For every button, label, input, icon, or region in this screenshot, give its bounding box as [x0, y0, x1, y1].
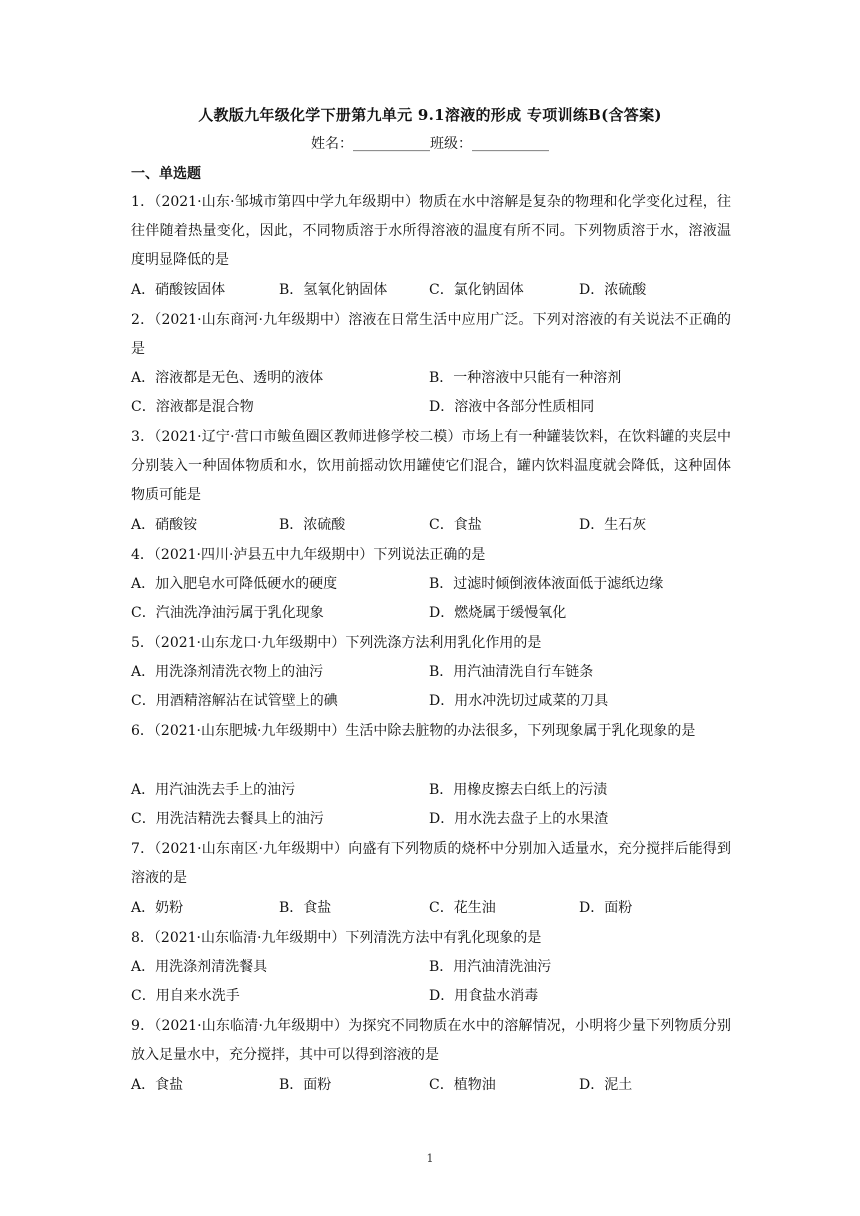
- option-b: B．用汽油清洗油污: [429, 959, 552, 975]
- section-heading: 一、单选题: [131, 166, 201, 182]
- question-7-options: [131, 894, 731, 923]
- option-a: A．奶粉: [131, 900, 184, 916]
- question-1-stem: 1．（2021·山东·邹城市第四中学九年级期中）物质在水中溶解是复杂的物理和化学变化过程，往往伴随着热量变化，因此，不同物质溶于水所得溶液的温度有所不同。下列物质溶于水，溶液温度明显降低的是: [131, 194, 731, 268]
- question-9-options: [131, 1071, 731, 1100]
- option-a: A．用汽油洗去手上的油污: [131, 782, 296, 798]
- option-c: C．溶液都是混合物: [131, 399, 254, 415]
- page-number: 1: [426, 1152, 434, 1165]
- document-title: 人教版九年级化学下册第九单元 9.1溶液的形成 专项训练B(含答案): [198, 106, 662, 124]
- option-b: B．过滤时倾倒液体液面低于滤纸边缘: [429, 576, 664, 592]
- question-2-options-row1: [131, 364, 731, 393]
- option-d: D．燃烧属于缓慢氧化: [429, 605, 567, 621]
- question-7-stem: 7．（2021·山东南区·九年级期中）向盛有下列物质的烧杯中分别加入适量水，充分搅拌后能得到溶液的是: [131, 841, 731, 886]
- option-a: A．食盐: [131, 1077, 184, 1093]
- option-a: A．用洗涤剂清洗衣物上的油污: [131, 664, 324, 680]
- option-c: C．花生油: [429, 900, 496, 916]
- question-3-options: [131, 511, 731, 540]
- option-d: D．面粉: [579, 900, 633, 916]
- option-b: B．一种溶液中只能有一种溶剂: [429, 370, 622, 386]
- question-9-stem: 9．（2021·山东临清·九年级期中）为探究不同物质在水中的溶解情况，小明将少量下列物质分别放入足量水中，充分搅拌，其中可以得到溶液的是: [131, 1018, 731, 1063]
- question-4-stem: 4．（2021·四川·泸县五中九年级期中）下列说法正确的是: [131, 547, 486, 563]
- option-c: C．用洗洁精洗去餐具上的油污: [131, 811, 324, 827]
- option-d: D．溶液中各部分性质相同: [429, 399, 595, 415]
- option-c: C．植物油: [429, 1077, 496, 1093]
- question-8-options-row1: [131, 953, 731, 982]
- question-5-stem: 5．（2021·山东龙口·九年级期中）下列洗涤方法利用乳化作用的是: [131, 635, 542, 651]
- option-c: C．氯化钠固体: [429, 282, 524, 298]
- option-d: D．用水冲洗切过咸菜的刀具: [429, 693, 609, 709]
- option-d: D．浓硫酸: [579, 282, 647, 298]
- option-b: B．氢氧化钠固体: [279, 282, 388, 298]
- question-2-options-row2: [131, 393, 731, 422]
- question-8-options-row2: [131, 982, 731, 1011]
- question-5-options-row2: [131, 687, 731, 716]
- option-c: C．用酒精溶解沾在试管壁上的碘: [131, 693, 338, 709]
- option-c: C．用自来水洗手: [131, 988, 240, 1004]
- question-4-options-row2: [131, 599, 731, 628]
- option-c: C．食盐: [429, 517, 482, 533]
- option-a: A．溶液都是无色、透明的液体: [131, 370, 324, 386]
- option-b: B．面粉: [279, 1077, 332, 1093]
- option-b: B．用橡皮擦去白纸上的污渍: [429, 782, 608, 798]
- question-3-stem: 3．（2021·辽宁·营口市鲅鱼圈区教师进修学校二模）市场上有一种罐装饮料，在饮料罐的夹层中分别装入一种固体物质和水，饮用前摇动饮用罐使它们混合，罐内饮料温度就会降低，这种固体物质可能是: [131, 429, 731, 503]
- option-a: A．加入肥皂水可降低硬水的硬度: [131, 576, 338, 592]
- question-8-stem: 8．（2021·山东临清·九年级期中）下列清洗方法中有乳化现象的是: [131, 930, 542, 946]
- question-5-options-row1: [131, 658, 731, 687]
- question-1-options: [131, 276, 731, 305]
- question-4-options-row1: [131, 570, 731, 599]
- question-6-options-row2: [131, 805, 731, 834]
- option-c: C．汽油洗净油污属于乳化现象: [131, 605, 324, 621]
- option-d: D．用水洗去盘子上的水果渣: [429, 811, 609, 827]
- option-d: D．泥土: [579, 1077, 633, 1093]
- student-info-line: 姓名：___________班级：___________: [311, 136, 549, 152]
- option-a: A．硝酸铵: [131, 517, 198, 533]
- option-b: B．用汽油清洗自行车链条: [429, 664, 594, 680]
- option-d: D．用食盐水消毒: [429, 988, 539, 1004]
- option-a: A．硝酸铵固体: [131, 282, 226, 298]
- question-2-stem: 2．（2021·山东商河·九年级期中）溶液在日常生活中应用广泛。下列对溶液的有关说法不正确的是: [131, 312, 731, 357]
- option-b: B．浓硫酸: [279, 517, 346, 533]
- question-6-stem: 6．（2021·山东肥城·九年级期中）生活中除去脏物的办法很多，下列现象属于乳化现象的是: [131, 723, 696, 739]
- question-6-options-row1: [131, 776, 731, 805]
- option-d: D．生石灰: [579, 517, 647, 533]
- option-a: A．用洗涤剂清洗餐具: [131, 959, 268, 975]
- option-b: B．食盐: [279, 900, 332, 916]
